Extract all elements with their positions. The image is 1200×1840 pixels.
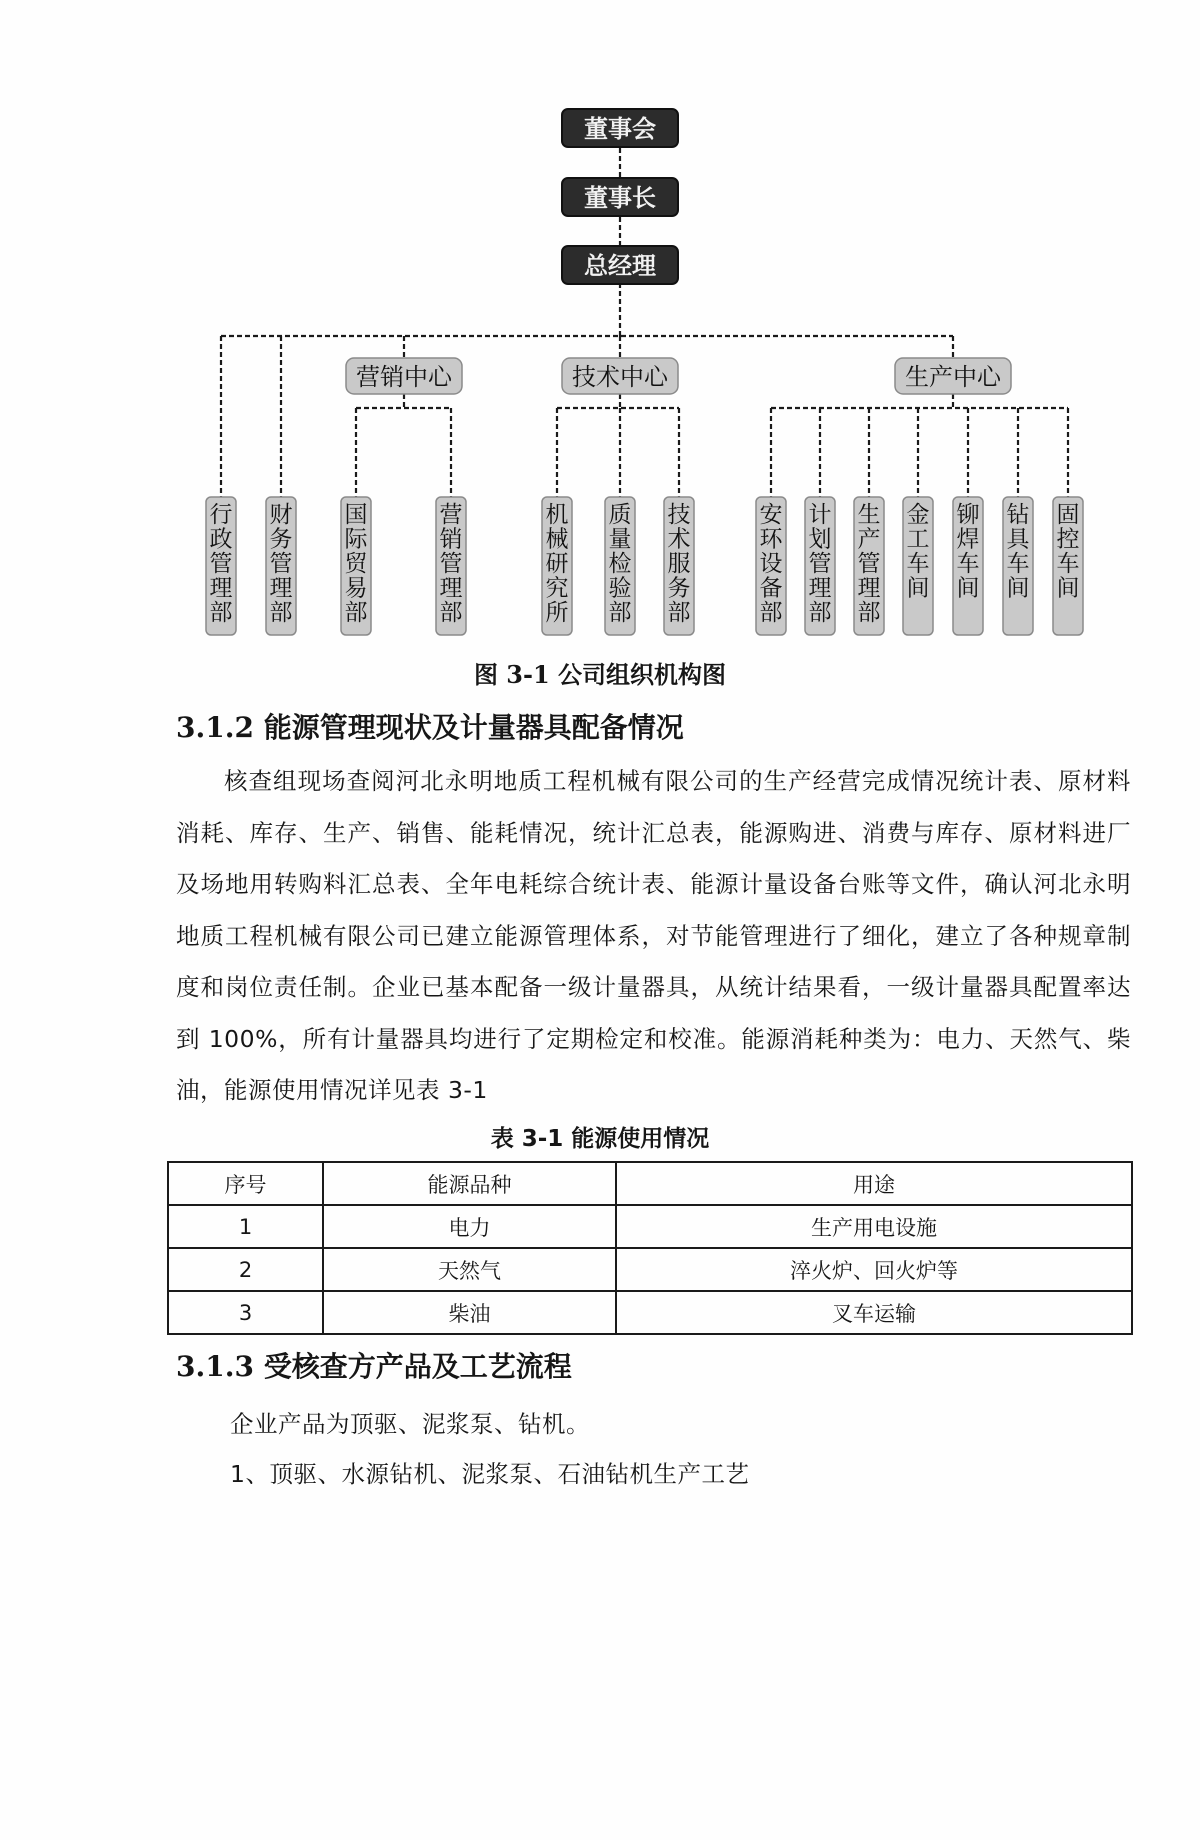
section-heading-3-1-2: 3.1.2 能源管理现状及计量器具配备情况 <box>176 711 684 744</box>
department-label-char: 理 <box>808 575 832 602</box>
department-label-char: 管 <box>808 551 832 577</box>
figure-caption: 图 3-1 公司组织机构图 <box>473 660 727 689</box>
department-label-char: 划 <box>808 526 832 553</box>
department-label-char: 部 <box>808 600 832 626</box>
department-label-char: 部 <box>209 600 233 626</box>
department-label-char: 计 <box>808 502 832 528</box>
products-line: 企业产品为顶驱、泥浆泵、钻机。 <box>230 1410 590 1438</box>
process-item-1: 1、顶驱、水源钻机、泥浆泵、石油钻机生产工艺 <box>230 1460 750 1488</box>
executive-label: 董事会 <box>584 115 656 143</box>
department-label-char: 间 <box>1056 575 1080 602</box>
department-label-char: 部 <box>269 600 293 626</box>
department-label-char: 质 <box>608 502 632 528</box>
department-label-char: 铆 <box>956 502 980 528</box>
department-label-char: 管 <box>269 551 293 577</box>
executive-label: 总经理 <box>584 252 656 280</box>
department-label-char: 固 <box>1056 502 1080 528</box>
cell-index: 3 <box>168 1291 323 1334</box>
cell-usage: 生产用电设施 <box>616 1205 1132 1248</box>
department-label-char: 技 <box>667 502 691 528</box>
department-label-char: 间 <box>956 575 980 602</box>
department-label-char: 产 <box>857 526 881 553</box>
cell-index: 1 <box>168 1205 323 1248</box>
cell-energy-type: 柴油 <box>323 1291 616 1334</box>
table-row <box>168 1291 1132 1334</box>
department-label-char: 部 <box>759 600 783 626</box>
cell-energy-type: 天然气 <box>323 1248 616 1291</box>
cell-usage: 叉车运输 <box>616 1291 1132 1334</box>
department-label-char: 理 <box>439 575 463 602</box>
cell-index: 2 <box>168 1248 323 1291</box>
department-label-char: 部 <box>608 600 632 626</box>
department-label-char: 焊 <box>956 526 980 553</box>
department-label-char: 究 <box>545 575 569 602</box>
department-label-char: 具 <box>1006 526 1030 553</box>
department-label-char: 工 <box>906 526 930 553</box>
cell-energy-type: 电力 <box>323 1205 616 1248</box>
center-label: 营销中心 <box>356 363 452 391</box>
department-label-char: 械 <box>545 526 569 553</box>
executive-label: 董事长 <box>584 184 656 212</box>
department-label-char: 管 <box>439 551 463 577</box>
department-label-char: 易 <box>344 575 368 602</box>
department-label-char: 控 <box>1056 526 1080 553</box>
department-label-char: 金 <box>906 502 930 528</box>
department-label-char: 术 <box>667 526 691 553</box>
department-label-char: 部 <box>344 600 368 626</box>
section-paragraph: 核查组现场查阅河北永明地质工程机械有限公司的生产经营完成情况统计表、原材料消耗、库存、生产、销售、能耗情况，统计汇总表，能源购进、消费与库存、原材料进厂及场地用转购料汇总表、全年电耗综合统计表、能源计量设备台账等文件，确认河北永明地质工程机械有限公司已建立能源管理体系，对节能管理进行了细化，建立了各种规章制度和岗位责任制。企业已基本配备一级计量器具，从统计结果看，一级计量器具配置率达到 100%，所有计量器具均进行了定期检定和校准。能源消耗种类为：电力、天然气、柴油，能源使用情况详见表 3-1 <box>176 767 1131 1104</box>
header-cell: 序号 <box>168 1162 323 1205</box>
department-label-char: 机 <box>545 502 569 528</box>
cell-usage: 淬火炉、回火炉等 <box>616 1248 1132 1291</box>
department-label-char: 安 <box>759 502 783 528</box>
department-label-char: 贸 <box>344 551 368 577</box>
department-label-char: 国 <box>344 502 368 528</box>
department-label-char: 务 <box>269 526 293 553</box>
department-label-char: 备 <box>759 575 783 602</box>
department-label-char: 间 <box>1006 575 1030 602</box>
department-label-char: 服 <box>667 551 691 577</box>
department-label-char: 部 <box>439 600 463 626</box>
department-label-char: 行 <box>209 502 233 528</box>
department-label-char: 车 <box>1056 551 1080 577</box>
department-label-char: 管 <box>857 551 881 577</box>
department-label-char: 设 <box>759 551 783 577</box>
table-row <box>168 1205 1132 1248</box>
table-header-row <box>168 1162 1132 1205</box>
department-label-char: 车 <box>906 551 930 577</box>
center-label: 技术中心 <box>572 363 668 391</box>
department-label-char: 间 <box>906 575 930 602</box>
department-label-char: 钻 <box>1006 502 1030 528</box>
department-label-char: 所 <box>545 600 569 626</box>
department-label-char: 理 <box>269 575 293 602</box>
section-heading-3-1-3: 3.1.3 受核查方产品及工艺流程 <box>176 1350 572 1383</box>
energy-usage-table <box>167 1161 1133 1335</box>
department-label-char: 理 <box>209 575 233 602</box>
department-label-char: 环 <box>759 526 783 553</box>
header-cell: 能源品种 <box>323 1162 616 1205</box>
department-label-char: 研 <box>545 551 569 577</box>
department-label-char: 部 <box>857 600 881 626</box>
table-row <box>168 1248 1132 1291</box>
department-label-char: 营 <box>439 502 463 528</box>
department-label-char: 管 <box>209 551 233 577</box>
department-label-char: 车 <box>956 551 980 577</box>
department-label-char: 生 <box>857 502 881 528</box>
table-caption: 表 3-1 能源使用情况 <box>490 1126 710 1152</box>
department-label-char: 理 <box>857 575 881 602</box>
department-label-char: 务 <box>667 575 691 602</box>
center-label: 生产中心 <box>905 363 1001 391</box>
department-label-char: 政 <box>209 526 233 553</box>
department-label-char: 车 <box>1006 551 1030 577</box>
department-label-char: 销 <box>439 526 463 553</box>
department-label-char: 验 <box>608 575 632 602</box>
department-label-char: 检 <box>608 551 632 577</box>
department-label-char: 量 <box>608 526 632 553</box>
department-label-char: 部 <box>667 600 691 626</box>
org-chart <box>0 0 1200 680</box>
header-cell: 用途 <box>616 1162 1132 1205</box>
department-label-char: 际 <box>344 526 368 553</box>
department-label-char: 财 <box>269 502 293 528</box>
